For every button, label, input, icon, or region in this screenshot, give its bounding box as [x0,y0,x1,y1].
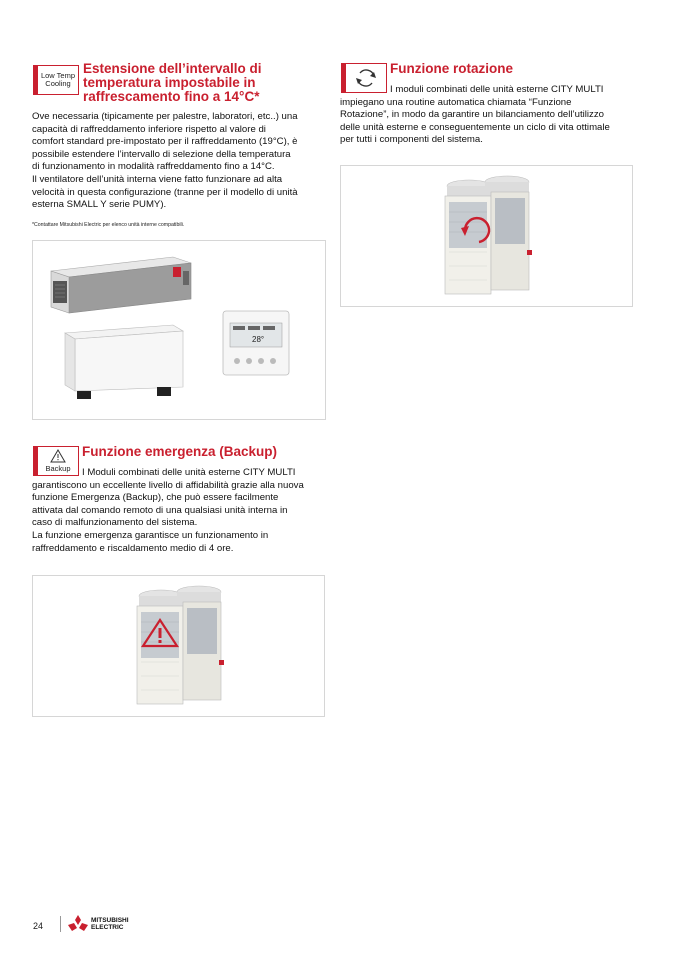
text-line: esterna SMALL Y serie PUMY). [32,199,167,211]
low-temp-body [32,111,332,212]
remote-controller-graphic [223,311,289,375]
brand-line-1: MITSUBISHI [91,917,129,924]
low-temp-icon-label-2: Cooling [45,79,71,88]
floor-unit-graphic [65,325,183,399]
ducted-unit-graphic [51,257,191,313]
low-temp-cooling-icon [33,65,79,95]
text-line: Ove necessaria (tipicamente per palestre, laboratori, etc..) una [32,111,298,122]
low-temp-footnote: *Contattare Mitsubishi Electric per elenco unità interne compatibili. [32,222,185,228]
text-line: caso di malfunzionamento del sistema. [32,517,198,529]
text-line: funzione Emergenza (Backup), che può essere facilmente [32,492,279,504]
brand-line-2: ELECTRIC [91,924,124,931]
rotation-outdoor-unit-image [340,165,633,307]
rotation-title: Funzione rotazione [390,61,513,76]
remote-temperature: 28° [252,335,265,344]
backup-body [32,464,332,555]
text-line: velocità in questa configurazione (tranne per il modello di unità [32,186,298,198]
text-line: di funzionamento in modalità raffreddamento fino a 14°C. [32,161,275,173]
text-line: I moduli combinati delle unità esterne CITY MULTI [390,84,604,95]
low-temp-title-line-1: Estensione dell’intervallo di [83,61,262,76]
low-temp-icon-label-1: Low Temp [40,71,76,80]
backup-title: Funzione emergenza (Backup) [82,444,278,459]
mitsubishi-diamonds-logo [68,915,88,933]
brand-name [91,917,129,931]
indoor-units-illustration [33,241,325,419]
text-line: possibile estendere l’intervallo di selezione della temperatura [32,148,291,160]
warning-triangle-icon [34,447,78,465]
text-line: garantiscono un eccellente livello di affidabilità grazie alla nuova [32,479,304,491]
text-line: per tutti i componenti del sistema. [340,134,483,146]
backup-outdoor-unit-image [32,575,325,717]
backup-outdoor-unit-illustration [33,576,324,716]
footer-divider [60,916,61,932]
text-line: delle unità esterne e conseguentemente un ciclo di vita ottimale [340,121,610,133]
text-line: Il ventilatore dell’unità interna viene fatto funzionare ad alta [32,173,283,185]
text-line: capacità di raffreddamento inferiore rispetto al valore di [32,123,266,135]
text-line: attivata dal comando remoto di una qualsiasi unità interna in [32,504,288,516]
backup-icon-label: Backup [45,464,71,473]
rotation-body [340,84,640,147]
page-number: 24 [33,921,44,931]
low-temp-title-line-3: raffrescamento fino a 14°C* [83,89,260,104]
text-line: Rotazione”, in modo da garantire un bilanciamento dell’utilizzo [340,109,604,121]
text-line: raffreddamento e riscaldamento medio di 4 ore. [32,542,234,554]
text-line: I Moduli combinati delle unità esterne CITY MULTI [82,467,296,478]
text-line: comfort standard pre-impostato per il raffreddamento (19°C), è [32,136,298,148]
indoor-units-image [32,240,326,420]
text-line: impiegano una routine automatica chiamata “Funzione [340,96,572,108]
low-temp-title-line-2: temperatura impostabile in [83,75,256,90]
rotation-outdoor-unit-illustration [341,166,632,306]
text-line: La funzione emergenza garantisce un funzionamento in [32,529,269,541]
